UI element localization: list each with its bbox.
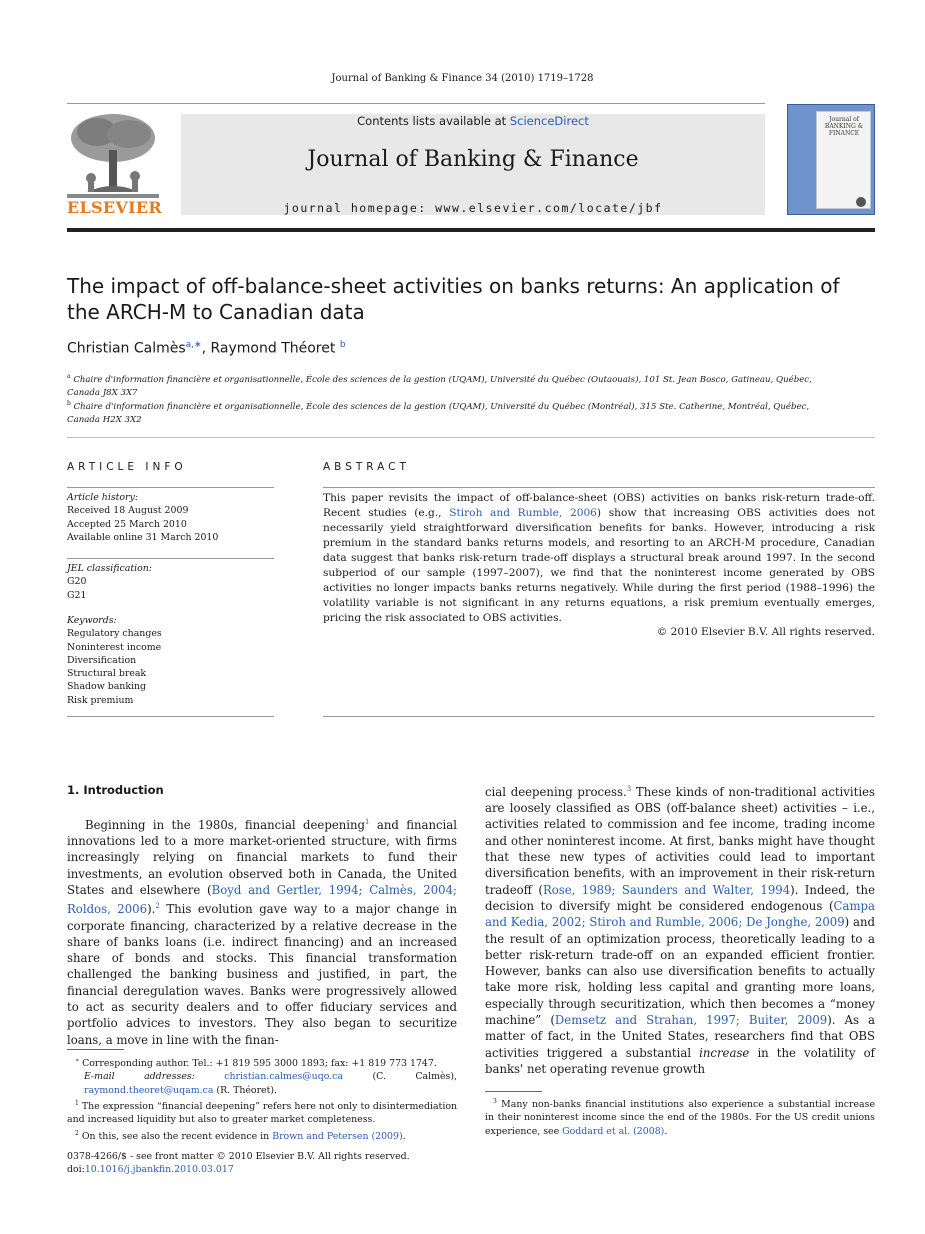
footnote-1 [67,1097,457,1127]
footnote-1-mark: 1 [75,1100,79,1108]
jel-code: G20 [67,576,87,588]
keyword: Noninterest income [67,641,162,653]
intro-text: ) and the result of an optimization process, theoretically leading to a better risk-return trade-off on an expanded efficient frontier. However, banks can also use diversification benefits to actually take more risk, holding less capital and granting more loans, especially through securitization, which then becomes a “money machine” ( [485,915,875,1028]
citation-boyd-link[interactable]: Boyd and Gertler, 1994; Calmès, 2004; Roldos, 2006 [67,883,457,917]
affiliation-b-text: Chaire d'information financière et organisationnelle, École des sciences de la gestion (UQAM), Université du Québec (Montréal), 315 Ste. Catherine, Montréal, Québec, Canada H2X 3X2 [67,401,810,425]
author-1: Christian Calmès [67,340,186,357]
author-2-marks[interactable]: b [339,340,346,350]
cover-page [816,111,871,209]
online-date: Available online 31 March 2010 [67,531,219,543]
intro-right-column [485,781,875,1077]
intro-text: This evolution gave way to a major change in corporate financing, characterized by a relative decrease in the share of banks loans (i.e. indirect financing) and an increased share of bonds and stocks. This financial transformation challenged the banking business and justified, in part, the financial deregulation waves. Banks were progressively allowed to act as security dealers and to offer fiduciary services and portfolio advices to investors. They also began to securitize loans, a move in line with the finan- [67,902,458,1047]
footnote-ref-2[interactable]: 2 [155,902,160,911]
footnote-rule-left [67,1049,124,1050]
footnote-3 [485,1095,875,1138]
citation-campa-link[interactable]: Campa and Kedia, 2002; Stiroh and Rumble, 2006; De Jonghe, 2009 [485,898,875,930]
contents-line [181,114,765,128]
keyword: Regulatory changes [67,628,162,640]
keywords-label: Keywords: [67,615,117,626]
abstract-copyright: © 2010 Elsevier B.V. All rights reserved. [656,626,875,638]
affiliation-a-text: Chaire d'information financière et organisationnelle, École des sciences de la gestion (UQAM), Université du Québec (Outaouais), 101 St. Jean Bosco, Gatineau, Québec, Canada J8X 3X7 [67,374,812,398]
email-note [67,1070,457,1097]
intro-text: ). [147,902,156,917]
jel-classification [67,562,274,602]
journal-reference: Journal of Banking & Finance 34 (2010) 1719–1728 [331,73,594,84]
cover-title: Journal of BANKING & FINANCE [824,116,864,137]
footnote-2-text: On this, see also the recent evidence in [81,1130,273,1142]
affiliation-a-mark: a [67,373,71,380]
issn-line: 0378-4266/$ - see front matter © 2010 Elsevier B.V. All rights reserved. [67,1151,410,1162]
intro-text: ). Indeed, the decision to diversify might be considered endogenous ( [485,882,875,913]
cover-emblem-icon [855,196,867,208]
abstract-heading: ABSTRACT [323,461,410,473]
keyword: Diversification [67,654,137,666]
affiliation-b [67,397,837,427]
footnote-rule-right [485,1091,542,1092]
doi-line [67,1163,410,1176]
author-separator: , [201,340,211,357]
star-mark: ∗ [75,1057,80,1064]
accepted-date: Accepted 25 March 2010 [67,518,187,530]
email-label: E-mail addresses: [84,1071,195,1083]
author-2: Raymond Théoret [210,340,336,357]
contents-prefix: Contents lists available at [357,114,510,128]
journal-cover-thumbnail [787,104,875,215]
keyword: Shadow banking [67,681,147,693]
jel-code: G21 [67,589,87,601]
citation-rose-link[interactable]: Rose, 1989; Saunders and Walter, 1994 [542,882,791,897]
footnote-3-mark: 3 [493,1098,497,1105]
abstract-citation-link[interactable]: Stiroh and Rumble, 2006 [449,507,597,519]
author-list [67,340,346,357]
footnote-3-text: Many non-banks financial institutions also experience a substantial increase in their noninterest income since the end of the 1980s. For the US credit unions experience, see [485,1099,875,1137]
abstract-text [323,491,875,626]
footnote-1-text: The expression “financial deepening” refers here not only to disintermediation and increased liquidity but also to greater market completeness. [67,1101,458,1126]
footnote-2-mark: 2 [75,1129,79,1137]
abstract-rule [323,487,875,488]
abstract-part-2: ) show that increasing OBS activities does not necessarily yield straightforward diversification benefits for banks. However, introducing a risk premium in the standard banks returns models, and resorting to an ARCH-M procedure, Canadian data suggest that banks risk-return trade-off displays a structural break around 1997. In the second subperiod of our sample (1997–2007), we find that the noninterest income generated by OBS activities no longer impacts banks returns negatively. While during the first period (1988–1996) the volatility variable is not significant in any returns equations, a risk premium eventually emerges, pricing the risk associated to OBS activities. [323,507,875,624]
email-2-link[interactable]: raymond.theoret@uqam.ca [84,1084,214,1096]
article-history [67,491,274,544]
intro-text: These kinds of non-traditional activities are loosely classified as OBS (off-balance sheet) activities – i.e., activities related to commission and fee income, trading income and other noninterest income. At first, banks might have thought that these new types of activities could lead to important diversification benefits, with an improvement in their risk-return tradeoff ( [485,784,875,897]
footnotes-left [67,1054,457,1143]
footnote-2 [67,1127,457,1143]
paper-title: The impact of off-balance-sheet activities on banks returns: An application of the ARCH-M to Canadian data [67,274,840,324]
article-info-heading: ARTICLE INFO [67,461,187,473]
author-1-marks[interactable]: a,∗ [185,340,202,350]
front-matter-meta [67,1150,410,1177]
introduction-heading: 1. Introduction [67,783,164,797]
email-1-name: (C. Calmès), [343,1071,457,1083]
intro-text: ). As a matter of fact, in the United States, researchers find that OBS activities triggered a substantial [485,1013,875,1060]
article-info-rule [67,487,274,488]
footnote-ref-3[interactable]: 3 [626,785,632,793]
sciencedirect-link[interactable]: ScienceDirect [509,114,589,128]
abstract-bottom-rule [323,716,875,717]
emphasis: increase [699,1045,750,1060]
info-bottom-rule [67,716,274,717]
footnote-ref-1[interactable]: 1 [365,818,370,826]
section-divider [67,437,875,438]
affiliation-b-mark: b [67,400,71,407]
header-rule [67,103,765,104]
citation-brown-link[interactable]: Brown and Petersen (2009) [272,1130,403,1142]
received-date: Received 18 August 2009 [67,505,189,517]
header-thick-rule [67,228,875,232]
history-label: Article history: [67,492,138,503]
footnote-2-end: . [402,1130,406,1142]
abstract-part-1: This paper revisits the impact of off-balance-sheet (OBS) activities on banks risk-return trade-off. Recent studies (e.g., [323,492,875,519]
intro-left-column [67,814,457,1048]
corresponding-text: Corresponding author. Tel.: +1 819 595 3000 1893; fax: +1 819 773 1747. [82,1058,437,1070]
intro-text: and financial innovations led to a more market-oriented structure, with firms increasingly relying on financial markets to fund their investments, an evolution observed both in Canada, the United States and elsewhere ( [67,817,457,898]
citation-goddard-link[interactable]: Goddard et al. (2008) [562,1125,665,1137]
jel-label: JEL classification: [67,563,152,574]
email-2-name: (R. Théoret). [213,1084,278,1096]
keyword: Risk premium [67,694,134,706]
keywords [67,614,274,707]
email-1-link[interactable]: christian.calmes@uqo.ca [224,1071,344,1083]
elsevier-wordmark: ELSEVIER [67,198,162,217]
corresponding-author-note [67,1054,457,1070]
doi-label: doi: [67,1164,85,1176]
keyword: Structural break [67,668,147,680]
affiliation-a [67,370,837,400]
footnote-3-end: . [664,1125,668,1137]
journal-title: Journal of Banking & Finance [307,147,639,172]
intro-text: in the volatility of banks' net operating revenue growth [485,1045,875,1076]
intro-text: Beginning in the 1980s, financial deepening [85,817,366,832]
doi-link[interactable]: 10.1016/j.jbankfin.2010.03.017 [84,1164,234,1176]
citation-demsetz-link[interactable]: Demsetz and Strahan, 1997; Buiter, 2009 [554,1013,828,1028]
journal-homepage[interactable]: journal homepage: www.elsevier.com/locate/jbf [283,201,663,215]
jel-rule [67,558,274,559]
intro-text: cial deepening process. [485,784,627,799]
